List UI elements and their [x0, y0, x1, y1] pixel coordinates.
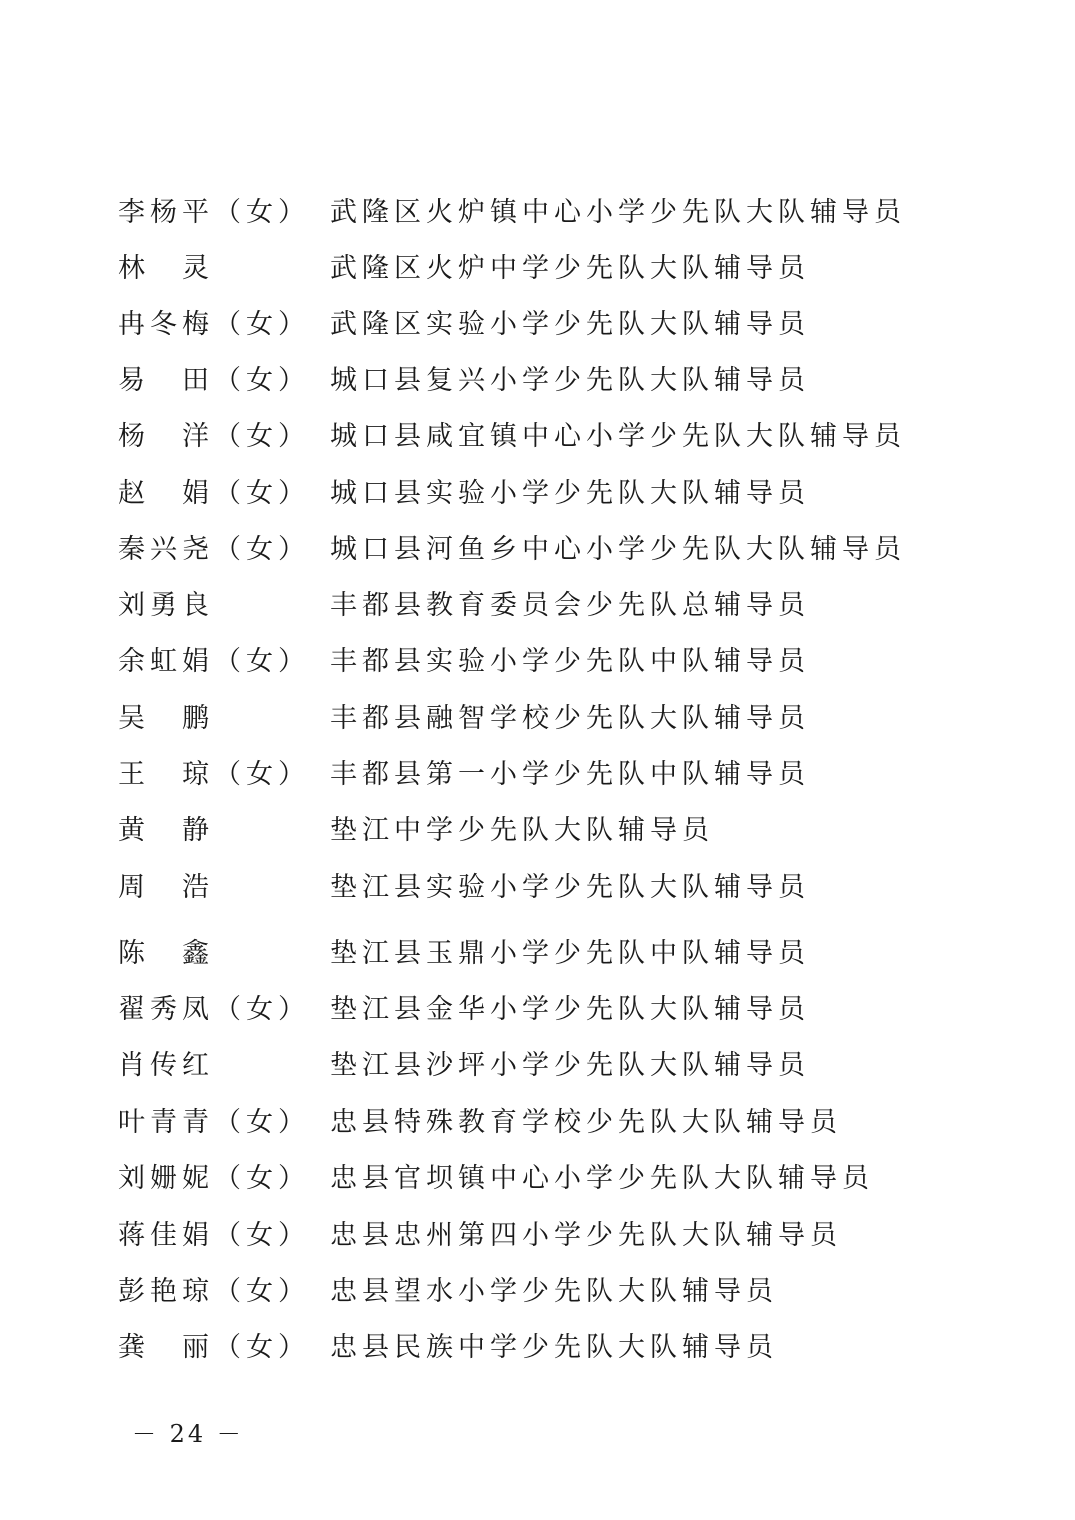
person-organization: 丰都县实验小学少先队中队辅导员	[330, 646, 810, 677]
person-organization: 武隆区火炉镇中心小学少先队大队辅导员	[330, 197, 906, 228]
person-organization: 城口县咸宜镇中心小学少先队大队辅导员	[330, 421, 906, 452]
person-name: 陈 鑫	[118, 938, 214, 969]
person-name: 刘勇良	[118, 590, 214, 621]
person-organization: 垫江县玉鼎小学少先队中队辅导员	[330, 938, 810, 969]
person-name: 翟秀凤（女）	[118, 994, 310, 1025]
person-name: 冉冬梅（女）	[118, 309, 310, 340]
person-name: 周 浩	[118, 872, 214, 903]
list-item	[0, 1212, 1075, 1260]
list-item	[0, 1099, 1075, 1147]
person-organization: 忠县望水小学少先队大队辅导员	[330, 1276, 778, 1307]
list-item	[0, 638, 1075, 686]
person-organization: 丰都县教育委员会少先队总辅导员	[330, 590, 810, 621]
person-name: 蒋佳娟（女）	[118, 1220, 310, 1251]
list-item	[0, 986, 1075, 1034]
list-item	[0, 930, 1075, 978]
person-name: 余虹娟（女）	[118, 646, 310, 677]
list-item	[0, 1324, 1075, 1372]
person-organization: 垫江县金华小学少先队大队辅导员	[330, 994, 810, 1025]
person-name: 龚 丽（女）	[118, 1332, 310, 1363]
list-item	[0, 357, 1075, 405]
person-name: 王 琼（女）	[118, 759, 310, 790]
person-name: 吴 鹏	[118, 703, 214, 734]
person-name: 林 灵	[118, 253, 214, 284]
person-name: 肖传红	[118, 1050, 214, 1081]
person-organization: 城口县复兴小学少先队大队辅导员	[330, 365, 810, 396]
person-organization: 垫江县实验小学少先队大队辅导员	[330, 872, 810, 903]
person-name: 赵 娟（女）	[118, 478, 310, 509]
page-number: － 24 －	[132, 1420, 244, 1448]
person-name: 彭艳琼（女）	[118, 1276, 310, 1307]
person-organization: 城口县河鱼乡中心小学少先队大队辅导员	[330, 534, 906, 565]
list-item	[0, 807, 1075, 855]
person-name: 李杨平（女）	[118, 197, 310, 228]
list-item	[0, 189, 1075, 237]
person-organization: 垫江中学少先队大队辅导员	[330, 815, 714, 846]
person-organization: 丰都县第一小学少先队中队辅导员	[330, 759, 810, 790]
person-name: 刘姗妮（女）	[118, 1163, 310, 1194]
person-name: 叶青青（女）	[118, 1107, 310, 1138]
person-organization: 忠县民族中学少先队大队辅导员	[330, 1332, 778, 1363]
list-item	[0, 413, 1075, 461]
list-item	[0, 864, 1075, 912]
person-organization: 忠县官坝镇中心小学少先队大队辅导员	[330, 1163, 874, 1194]
person-organization: 武隆区火炉中学少先队大队辅导员	[330, 253, 810, 284]
list-item	[0, 751, 1075, 799]
person-name: 黄 静	[118, 815, 214, 846]
list-item	[0, 582, 1075, 630]
list-item	[0, 470, 1075, 518]
person-organization: 丰都县融智学校少先队大队辅导员	[330, 703, 810, 734]
list-item	[0, 1042, 1075, 1090]
list-item	[0, 301, 1075, 349]
person-name: 易 田（女）	[118, 365, 310, 396]
list-item	[0, 526, 1075, 574]
list-item	[0, 1155, 1075, 1203]
list-item	[0, 695, 1075, 743]
person-organization: 忠县特殊教育学校少先队大队辅导员	[330, 1107, 842, 1138]
person-name: 杨 洋（女）	[118, 421, 310, 452]
person-organization: 城口县实验小学少先队大队辅导员	[330, 478, 810, 509]
person-organization: 忠县忠州第四小学少先队大队辅导员	[330, 1220, 842, 1251]
person-name: 秦兴尧（女）	[118, 534, 310, 565]
person-organization: 垫江县沙坪小学少先队大队辅导员	[330, 1050, 810, 1081]
list-item	[0, 245, 1075, 293]
list-item	[0, 1268, 1075, 1316]
person-organization: 武隆区实验小学少先队大队辅导员	[330, 309, 810, 340]
